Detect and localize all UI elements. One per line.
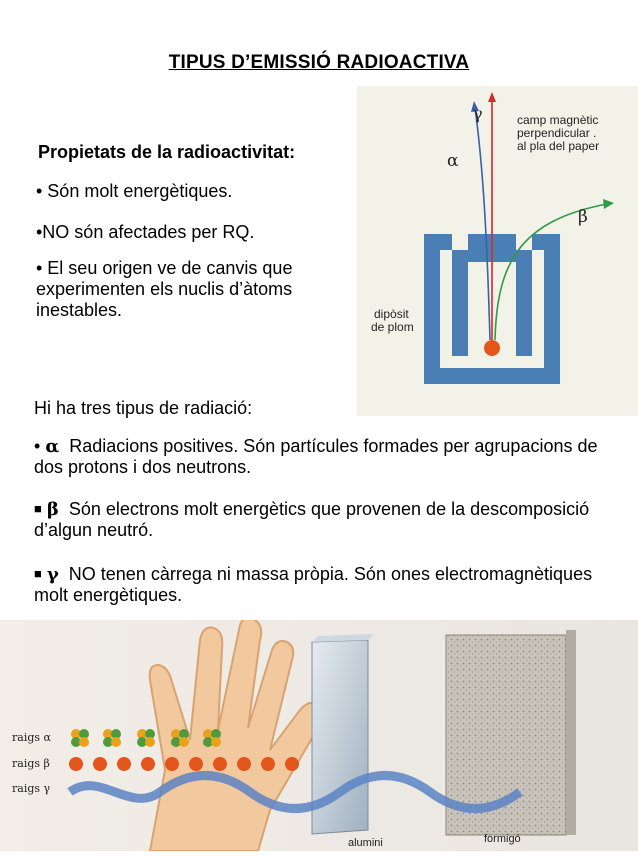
deflection-figure xyxy=(357,86,638,416)
deflection-diagram xyxy=(357,86,638,416)
gamma-text: NO tenen càrrega ni massa pròpia. Són ones electromagnètiques molt energètiques. xyxy=(34,564,593,605)
beta-description xyxy=(34,498,614,541)
penetration-illustration xyxy=(0,620,638,851)
alpha-text: Radiacions positives. Són partícules formades per agrupacions de dos protons i dos neutrons. xyxy=(34,436,598,477)
types-intro: Hi ha tres tipus de radiació: xyxy=(34,398,253,418)
gamma-symbol: γ xyxy=(46,564,59,585)
beta-text: Són electrons molt energètics que provenen de la descomposició d’algun neutró. xyxy=(34,499,590,540)
aluminium-label: alumini xyxy=(348,837,383,849)
container-label-line: de plom xyxy=(371,320,414,334)
beta-ray-label: raigs β xyxy=(12,757,50,770)
radioactive-source xyxy=(484,340,500,356)
beta-label: β xyxy=(578,207,588,227)
alpha-ray-label: raigs α xyxy=(12,731,51,744)
bullet: ■ xyxy=(34,566,42,581)
gamma-description xyxy=(34,563,614,606)
properties-heading: Propietats de la radioactivitat: xyxy=(38,142,296,162)
concrete-label: formigó xyxy=(484,833,521,845)
field-label-line: al pla del paper xyxy=(517,139,600,153)
gamma-label: γ xyxy=(473,104,483,123)
bullet: ■ xyxy=(34,501,42,516)
gamma-ray-label: raigs γ xyxy=(12,782,51,795)
bullet: • xyxy=(34,436,41,456)
container-label-line: dipòsit xyxy=(374,307,409,321)
property-item: • Són molt energètiques. xyxy=(36,181,233,201)
alpha-symbol: α xyxy=(45,436,60,457)
page-title: TIPUS D’EMISSIÓ RADIOACTIVA xyxy=(168,52,470,73)
property-item: • El seu origen ve de canvis que experimenten els nuclis d’àtoms inestables. xyxy=(36,258,293,320)
field-label-line: camp magnètic xyxy=(517,113,599,127)
field-label-line: perpendicular . xyxy=(517,126,597,140)
penetration-figure xyxy=(0,620,638,851)
alpha-description xyxy=(34,436,614,478)
alpha-label: α xyxy=(447,151,459,171)
beta-symbol: β xyxy=(46,499,59,520)
property-item: •NO són afectades per RQ. xyxy=(36,222,255,242)
